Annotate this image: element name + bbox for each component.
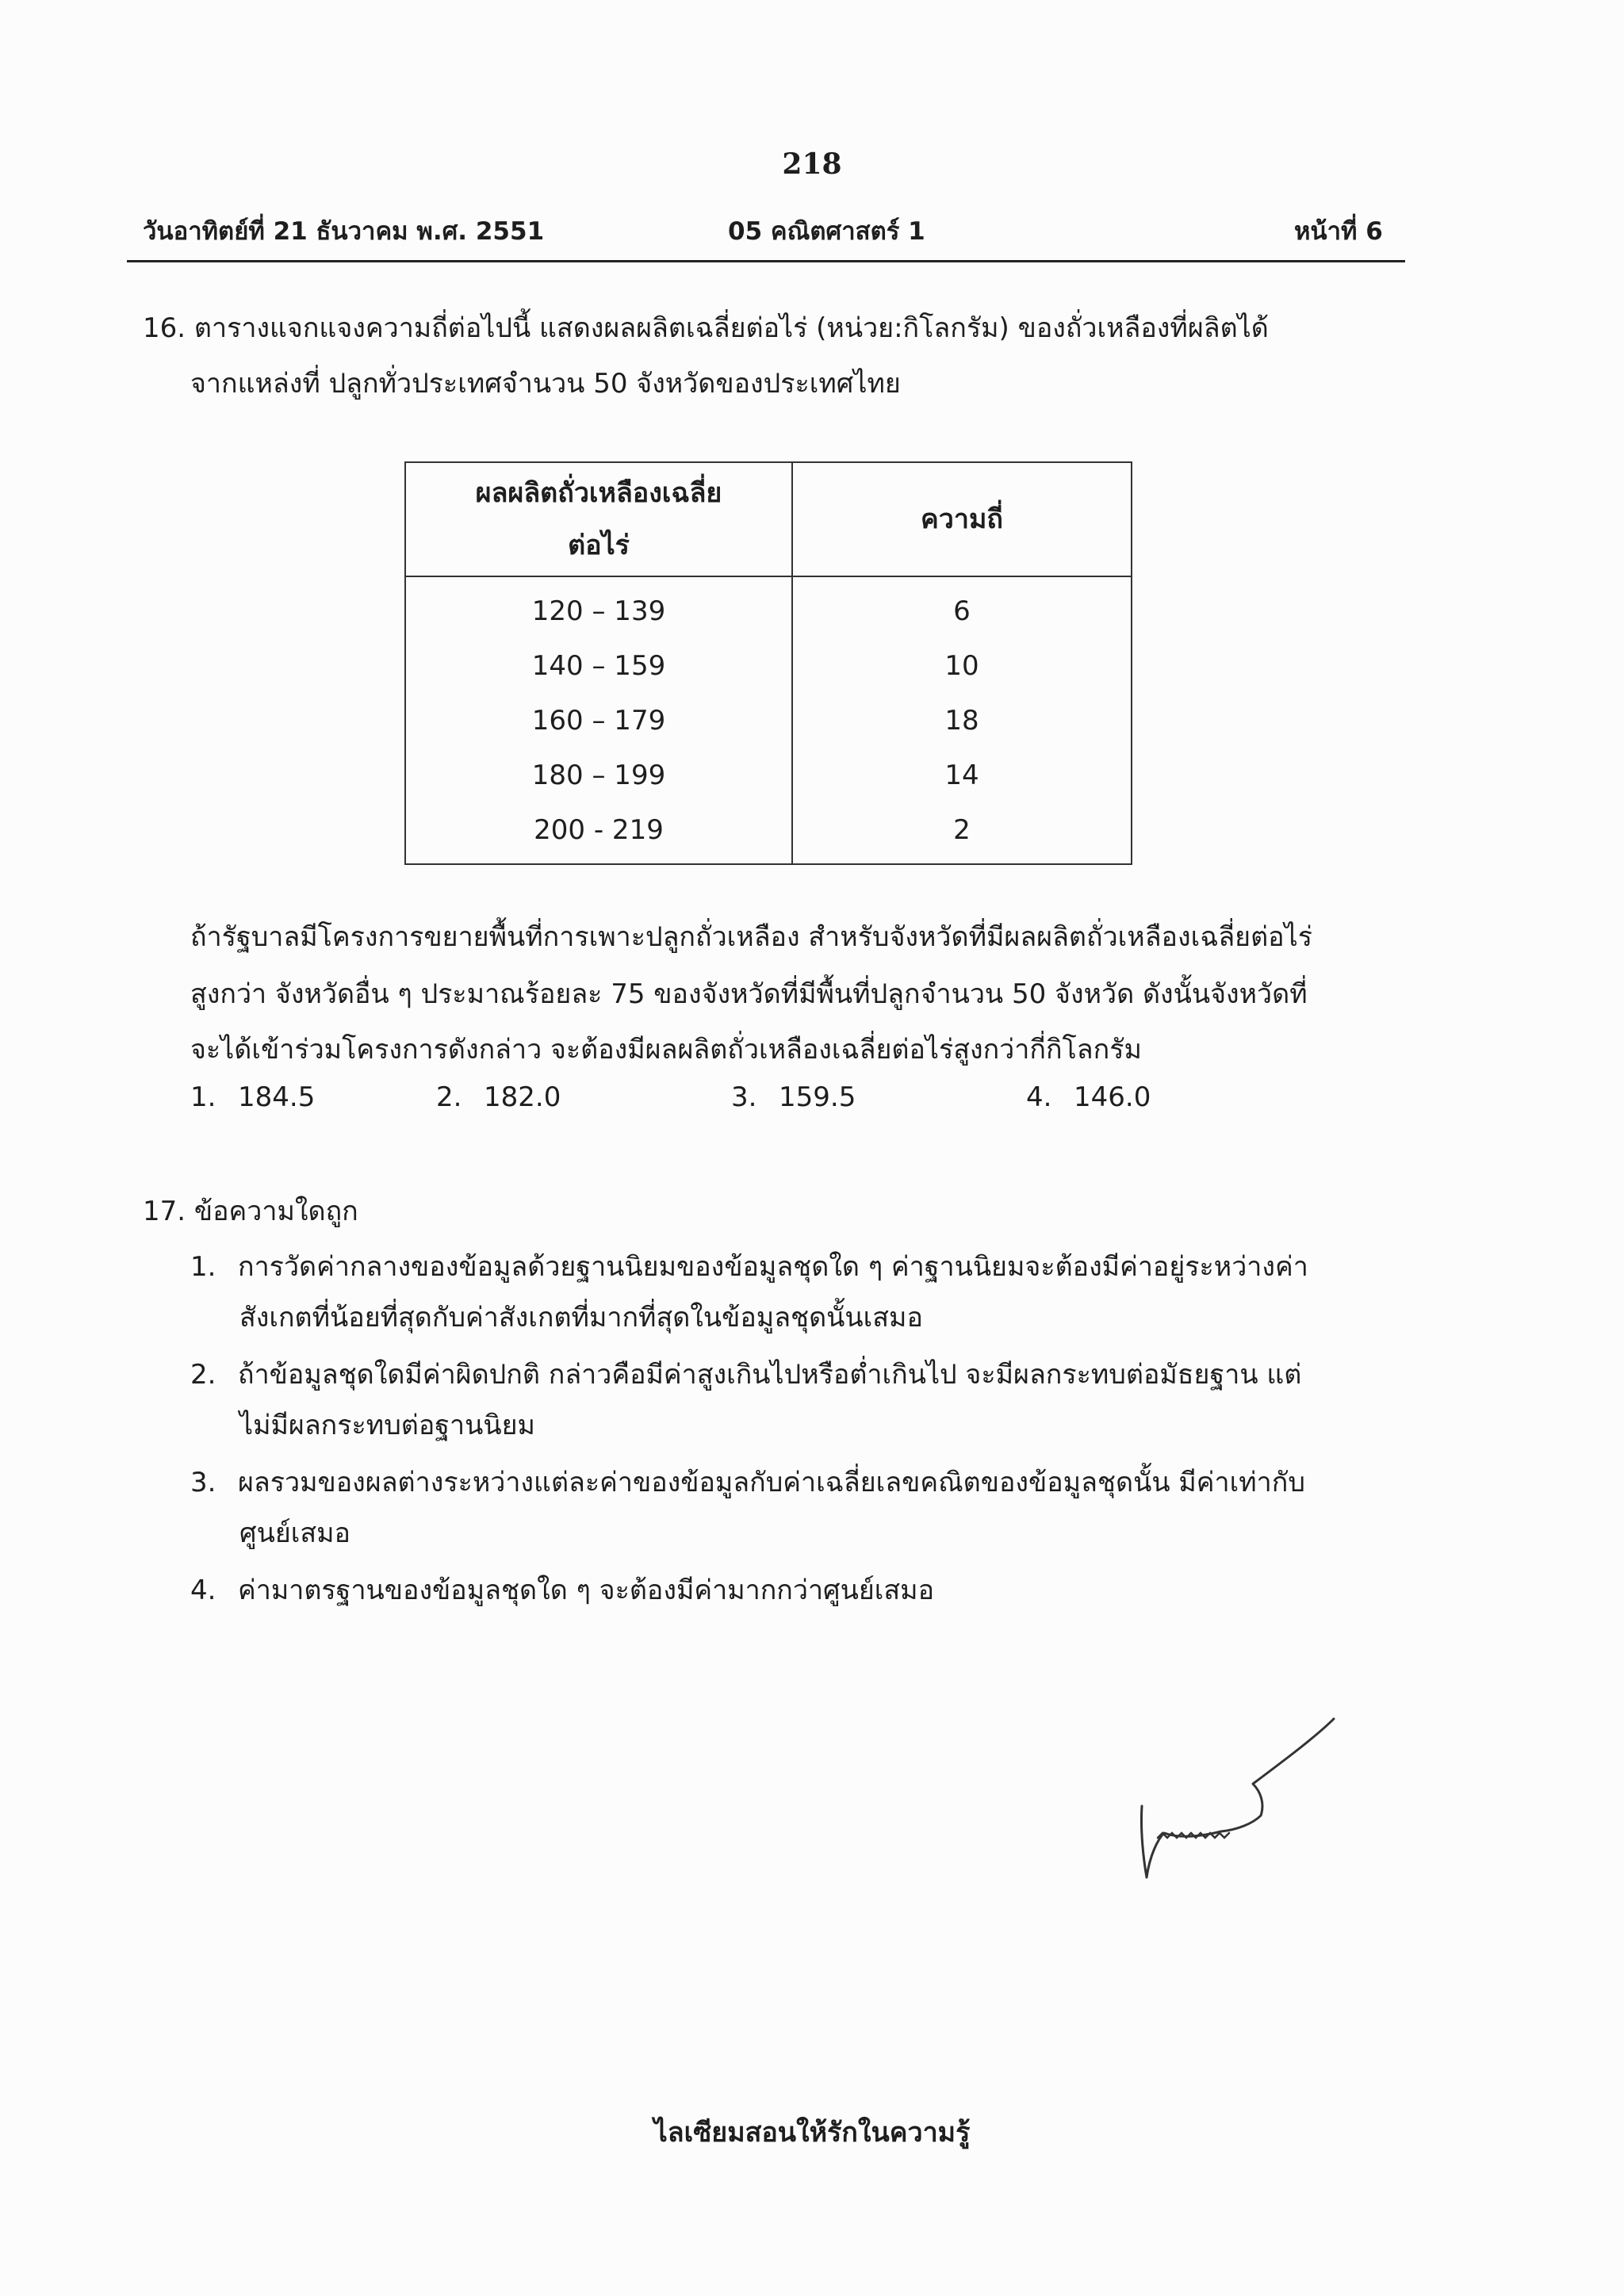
q16-paragraph-line3: จะได้เข้าร่วมโครงการดังกล่าว จะต้องมีผลผลิตถั่วเหลืองเฉลี่ยต่อไร่สูงกว่ากี่กิโลกรัม bbox=[190, 1034, 1142, 1066]
q16-option-3[interactable] bbox=[731, 1081, 856, 1113]
table-row bbox=[405, 693, 1132, 748]
q17-option-1[interactable] bbox=[190, 1245, 1308, 1288]
q16-paragraph-line1: ถ้ารัฐบาลมีโครงการขยายพื้นที่การเพาะปลูกถั่วเหลือง สำหรับจังหวัดที่มีผลผลิตถั่วเหลืองเฉลี่ยต่อไร่ bbox=[190, 921, 1312, 953]
cell-frequency: 14 bbox=[792, 748, 1132, 802]
q17-option-1-cont: สังเกตที่น้อยที่สุดกับค่าสังเกตที่มากที่สุดในข้อมูลชุดนั้นเสมอ bbox=[239, 1302, 923, 1334]
option-number: 1. bbox=[190, 1081, 216, 1113]
option-text: 184.5 bbox=[238, 1081, 316, 1113]
option-text-line1: ค่ามาตรฐานของข้อมูลชุดใด ๆ จะต้องมีค่ามากกว่าศูนย์เสมอ bbox=[238, 1575, 935, 1606]
option-text: 159.5 bbox=[779, 1081, 856, 1113]
option-number: 2. bbox=[436, 1081, 462, 1113]
option-number: 1. bbox=[190, 1251, 216, 1283]
page-label: หน้าที่ 6 bbox=[1294, 217, 1383, 246]
option-text: 146.0 bbox=[1074, 1081, 1151, 1113]
q17-option-2[interactable] bbox=[190, 1353, 1301, 1395]
header-yield-line2: ต่อไร่ bbox=[568, 530, 630, 561]
cell-frequency: 6 bbox=[792, 576, 1132, 638]
table-row bbox=[405, 576, 1132, 638]
signature-icon bbox=[1126, 1705, 1348, 1895]
cell-range: 160 – 179 bbox=[405, 693, 792, 748]
option-number: 4. bbox=[1026, 1081, 1052, 1113]
cell-frequency: 2 bbox=[792, 802, 1132, 864]
q16-paragraph-line2: สูงกว่า จังหวัดอื่น ๆ ประมาณร้อยละ 75 ของจังหวัดที่มีพื้นที่ปลูกจำนวน 50 จังหวัด ดังนั้นจังหวัดที่ bbox=[190, 978, 1308, 1010]
option-number: 4. bbox=[190, 1575, 216, 1606]
cell-frequency: 10 bbox=[792, 638, 1132, 693]
option-number: 2. bbox=[190, 1359, 216, 1391]
q16-option-1[interactable] bbox=[190, 1081, 315, 1113]
header-rule bbox=[127, 260, 1405, 262]
cell-range: 200 - 219 bbox=[405, 802, 792, 864]
table-row bbox=[405, 802, 1132, 864]
frequency-table bbox=[404, 461, 1132, 865]
cell-range: 140 – 159 bbox=[405, 638, 792, 693]
q16-option-2[interactable] bbox=[436, 1081, 561, 1113]
header-yield-line1: ผลผลิตถั่วเหลืองเฉลี่ย bbox=[475, 477, 722, 509]
cell-range: 120 – 139 bbox=[405, 576, 792, 638]
option-text-line1: ถ้าข้อมูลชุดใดมีค่าผิดปกติ กล่าวคือมีค่าสูงเกินไปหรือต่ำเกินไป จะมีผลกระทบต่อมัธยฐาน แต่ bbox=[238, 1359, 1302, 1391]
exam-date: วันอาทิตย์ที่ 21 ธันวาคม พ.ศ. 2551 bbox=[143, 217, 545, 246]
option-number: 3. bbox=[190, 1467, 216, 1498]
page-number: 218 bbox=[782, 147, 842, 181]
q16-stem-line1: 16. ตารางแจกแจงความถี่ต่อไปนี้ แสดงผลผลิตเฉลี่ยต่อไร่ (หน่วย:กิโลกรัม) ของถั่วเหลืองที่ผลิตได้ bbox=[143, 312, 1269, 344]
q16-stem-line2: จากแหล่งที่ ปลูกทั่วประเทศจำนวน 50 จังหวัดของประเทศไทย bbox=[190, 368, 901, 400]
cell-frequency: 18 bbox=[792, 693, 1132, 748]
q16-option-4[interactable] bbox=[1026, 1081, 1151, 1113]
option-text-line1: ผลรวมของผลต่างระหว่างแต่ละค่าของข้อมูลกับค่าเฉลี่ยเลขคณิตของข้อมูลชุดนั้น มีค่าเท่ากับ bbox=[238, 1467, 1305, 1498]
q17-option-2-cont: ไม่มีผลกระทบต่อฐานนิยม bbox=[239, 1410, 535, 1441]
q17-stem: 17. ข้อความใดถูก bbox=[143, 1196, 358, 1227]
q17-option-3[interactable] bbox=[190, 1460, 1305, 1503]
option-text: 182.0 bbox=[484, 1081, 561, 1113]
exam-subject: 05 คณิตศาสตร์ 1 bbox=[728, 217, 925, 246]
option-number: 3. bbox=[731, 1081, 757, 1113]
header-frequency: ความถี่ bbox=[792, 462, 1132, 576]
cell-range: 180 – 199 bbox=[405, 748, 792, 802]
option-text-line1: การวัดค่ากลางของข้อมูลด้วยฐานนิยมของข้อมูลชุดใด ๆ ค่าฐานนิยมจะต้องมีค่าอยู่ระหว่างค่า bbox=[238, 1251, 1308, 1283]
table-header-row bbox=[405, 462, 1132, 576]
footer-motto: ไลเซียมสอนให้รักในความรู้ bbox=[653, 2117, 971, 2149]
q17-option-3-cont: ศูนย์เสมอ bbox=[239, 1517, 350, 1549]
table-row bbox=[405, 748, 1132, 802]
q17-option-4[interactable] bbox=[190, 1568, 934, 1611]
header-yield bbox=[405, 462, 792, 576]
table-row bbox=[405, 638, 1132, 693]
